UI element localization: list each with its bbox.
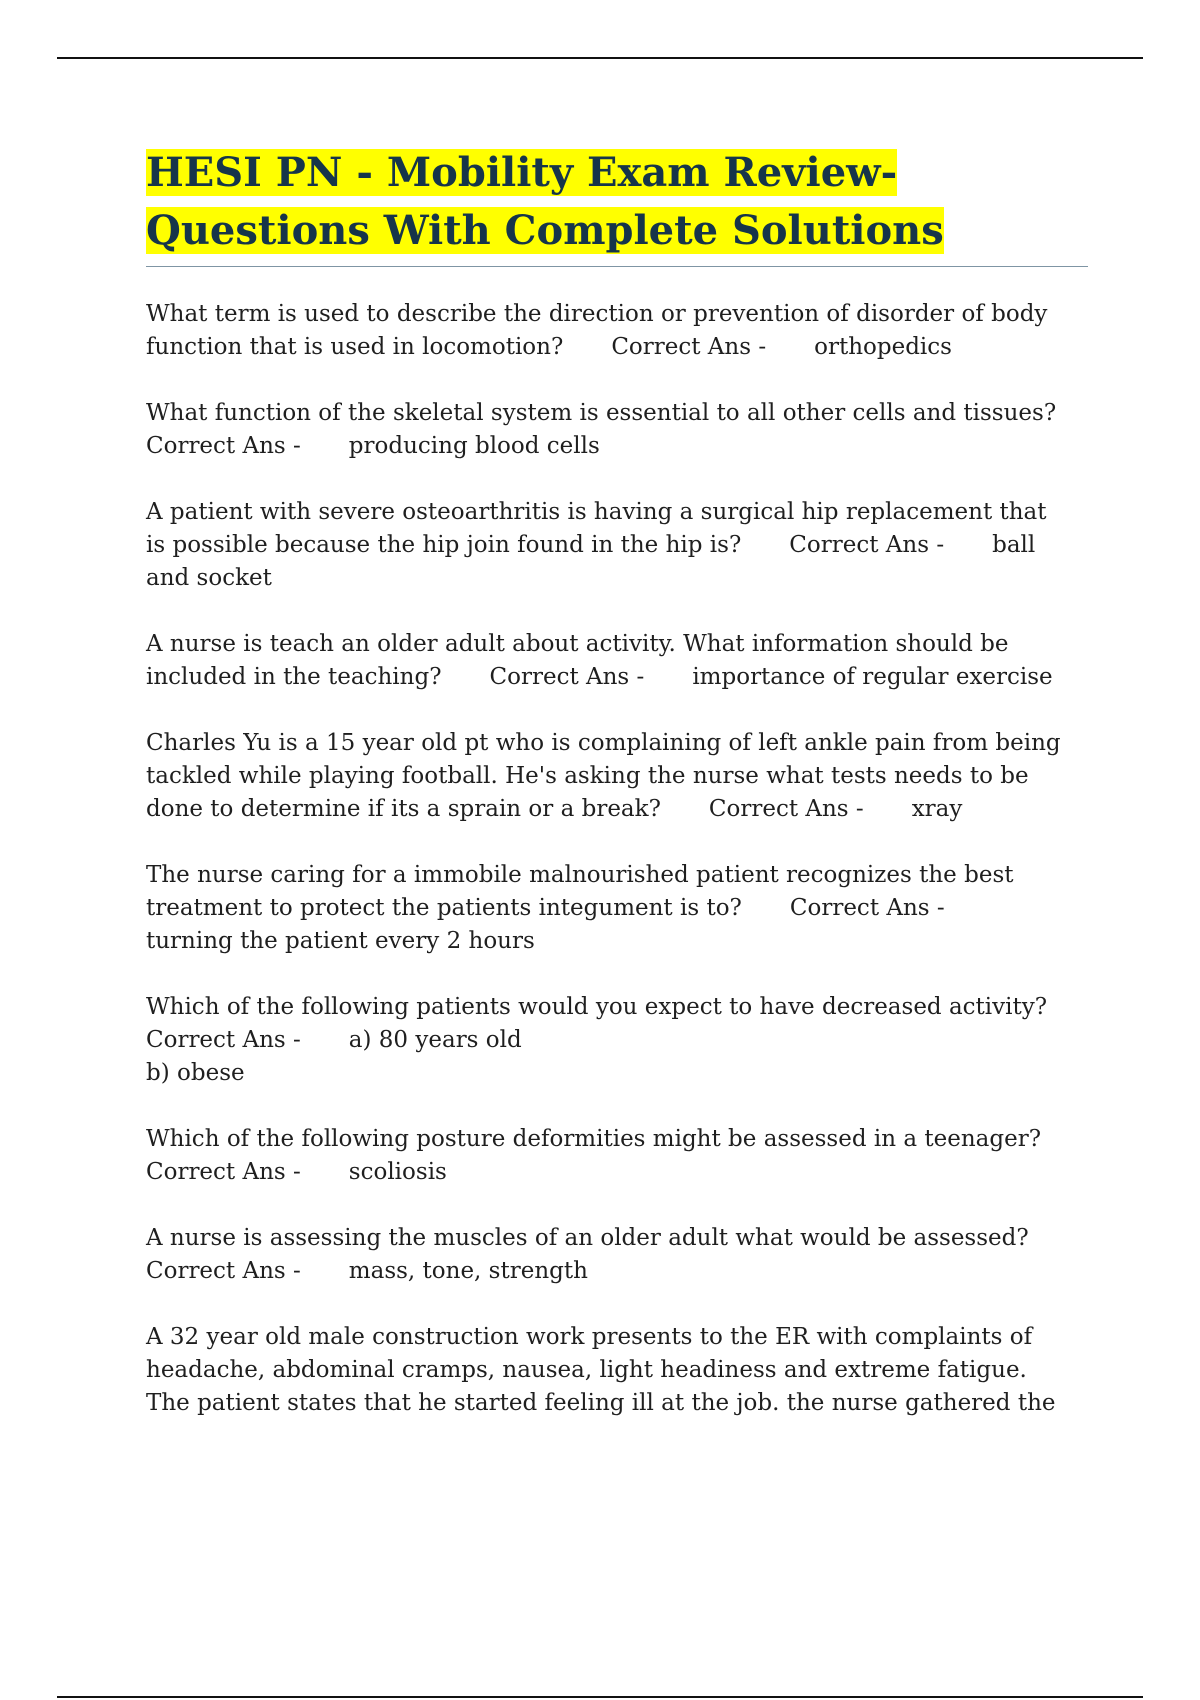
question-text: Charles Yu is a 15 year old pt who is complaining of left ankle pain from being — [146, 730, 1061, 756]
qa-item — [146, 991, 1096, 1090]
question-text: Which of the following patients would you expect to have decreased activity? — [146, 994, 1048, 1020]
question-text: tackled while playing football. He's asking the nurse what tests needs to be — [146, 763, 1029, 789]
answer-text: ball — [992, 532, 1036, 558]
question-text: A 32 year old male construction work presents to the ER with complaints of — [146, 1324, 1033, 1350]
qa-item — [146, 496, 1096, 595]
answer-text: orthopedics — [814, 334, 952, 360]
top-rule — [57, 57, 1143, 59]
question-text: included in the teaching? — [146, 664, 442, 690]
answer-text: b) obese — [146, 1060, 245, 1086]
answer-prefix: Correct Ans - — [146, 1159, 301, 1185]
title-line-2: Questions With Complete Solutions — [146, 207, 944, 254]
answer-text: producing blood cells — [348, 433, 600, 459]
question-text: The nurse caring for a immobile malnourished patient recognizes the best — [146, 862, 1014, 888]
bottom-rule — [57, 1696, 1143, 1698]
qa-item — [146, 1222, 1096, 1288]
question-text: A nurse is assessing the muscles of an older adult what would be assessed? — [146, 1225, 1029, 1251]
qa-item — [146, 1321, 1096, 1420]
answer-prefix: Correct Ans - — [789, 895, 945, 921]
answer-text: a) 80 years old — [348, 1027, 522, 1053]
qa-item — [146, 1123, 1096, 1189]
answer-prefix: Correct Ans - — [489, 664, 645, 690]
answer-prefix: Correct Ans - — [146, 433, 301, 459]
answer-prefix: Correct Ans - — [789, 532, 945, 558]
question-text: function that is used in locomotion? — [146, 334, 564, 360]
question-text: The patient states that he started feeling ill at the job. the nurse gathered the — [146, 1390, 1056, 1416]
question-text: is possible because the hip join found in the hip is? — [146, 532, 742, 558]
title-line-1: HESI PN - Mobility Exam Review- — [146, 149, 898, 196]
qa-list — [146, 298, 1096, 1453]
qa-item — [146, 859, 1096, 958]
answer-text: mass, tone, strength — [348, 1258, 588, 1284]
question-text: done to determine if its a sprain or a break? — [146, 796, 661, 822]
qa-item — [146, 628, 1096, 694]
question-text: A nurse is teach an older adult about activity. What information should be — [146, 631, 1009, 657]
question-text: What term is used to describe the direction or prevention of disorder of body — [146, 301, 1048, 327]
answer-text: turning the patient every 2 hours — [146, 928, 535, 954]
question-text: Which of the following posture deformities might be assessed in a teenager? — [146, 1126, 1042, 1152]
answer-prefix: Correct Ans - — [146, 1027, 301, 1053]
answer-prefix: Correct Ans - — [611, 334, 767, 360]
answer-prefix: Correct Ans - — [708, 796, 864, 822]
qa-item — [146, 397, 1096, 463]
qa-item — [146, 727, 1096, 826]
answer-text: importance of regular exercise — [692, 664, 1053, 690]
answer-prefix: Correct Ans - — [146, 1258, 301, 1284]
answer-text: xray — [911, 796, 963, 822]
qa-item — [146, 298, 1096, 364]
question-text: headache, abdominal cramps, nausea, light headiness and extreme fatigue. — [146, 1357, 1027, 1383]
question-text: What function of the skeletal system is essential to all other cells and tissues? — [146, 400, 1057, 426]
document-title — [146, 144, 1088, 267]
answer-text: scoliosis — [348, 1159, 447, 1185]
question-text: A patient with severe osteoarthritis is having a surgical hip replacement that — [146, 499, 1047, 525]
question-text: treatment to protect the patients integument is to? — [146, 895, 742, 921]
answer-text: and socket — [146, 565, 272, 591]
